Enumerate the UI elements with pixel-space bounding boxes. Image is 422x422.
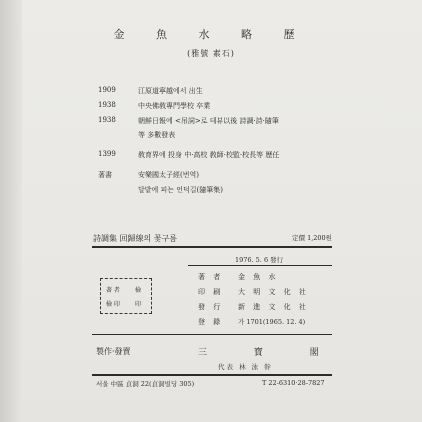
- bio-year: 1938: [98, 116, 116, 124]
- colophon-value: 大 明 文 化 社: [238, 288, 309, 296]
- page-gutter-shadow: [0, 0, 22, 422]
- bio-text: 江原道寧越에서 出生: [138, 87, 203, 95]
- date-rule: [188, 265, 332, 266]
- publisher-phone: T 22-6310·28-7827: [262, 379, 325, 387]
- colophon-label: 發 行: [198, 303, 224, 311]
- bio-text: 中央佛敎專門學校 卒業: [138, 102, 211, 110]
- colophon-label: 印 刷: [198, 288, 224, 296]
- bio-year: 著書: [98, 171, 112, 179]
- bio-year: 1938: [98, 101, 116, 109]
- seal-stamp-box: [100, 278, 152, 314]
- colophon-value: 金 魚 水: [238, 273, 279, 281]
- colophon-top-rule: [92, 246, 332, 248]
- bio-text: 달밭에 피는 언덕길(隨筆集): [138, 186, 224, 194]
- pen-name: (雅號 素石): [187, 49, 235, 58]
- publisher-address: 서울 中區 貞洞 22(貞洞빌딩 305): [96, 380, 195, 388]
- publisher-label: 製作·發賣: [96, 347, 131, 356]
- bio-text: 等 多數發表: [138, 131, 176, 139]
- publisher-representative: 代表 林 泳 幹: [218, 363, 273, 371]
- bio-text: 安樂國太子經(번역): [138, 171, 199, 179]
- page-title: 金 魚 水 略 歷: [113, 28, 309, 41]
- stamp-label: 檢: [135, 287, 142, 294]
- publisher-name: 三 寶 閣: [198, 348, 341, 358]
- bio-text: 朝鮮日報에 <吊詞>로 데뷰以後 詩調·詩·隨筆: [138, 117, 279, 125]
- publish-date: 1976. 5. 6 發行: [235, 256, 284, 264]
- bio-text: 敎育界에 投身 中·高校 敎師·校監·校長等 歷任: [138, 151, 280, 159]
- stamp-label: 著 者: [106, 287, 120, 294]
- publisher-top-rule: [92, 334, 332, 335]
- colophon-label: 著 者: [198, 273, 224, 281]
- colophon-value: 新 進 文 化 社: [238, 303, 309, 311]
- stamp-label: 檢 印: [106, 301, 120, 308]
- colophon-label: 登 錄: [198, 318, 224, 326]
- book-price: 定價 1,200원: [292, 234, 332, 242]
- bio-year: 1399: [98, 150, 116, 158]
- stamp-label: 印: [135, 301, 142, 308]
- book-title: 詩調集 回歸線의 꽃구름: [93, 234, 177, 243]
- bio-year: 1909: [98, 86, 116, 94]
- colophon-value: 가 1701(1965. 12. 4): [238, 318, 306, 326]
- colophon-bottom-rule: [92, 374, 332, 376]
